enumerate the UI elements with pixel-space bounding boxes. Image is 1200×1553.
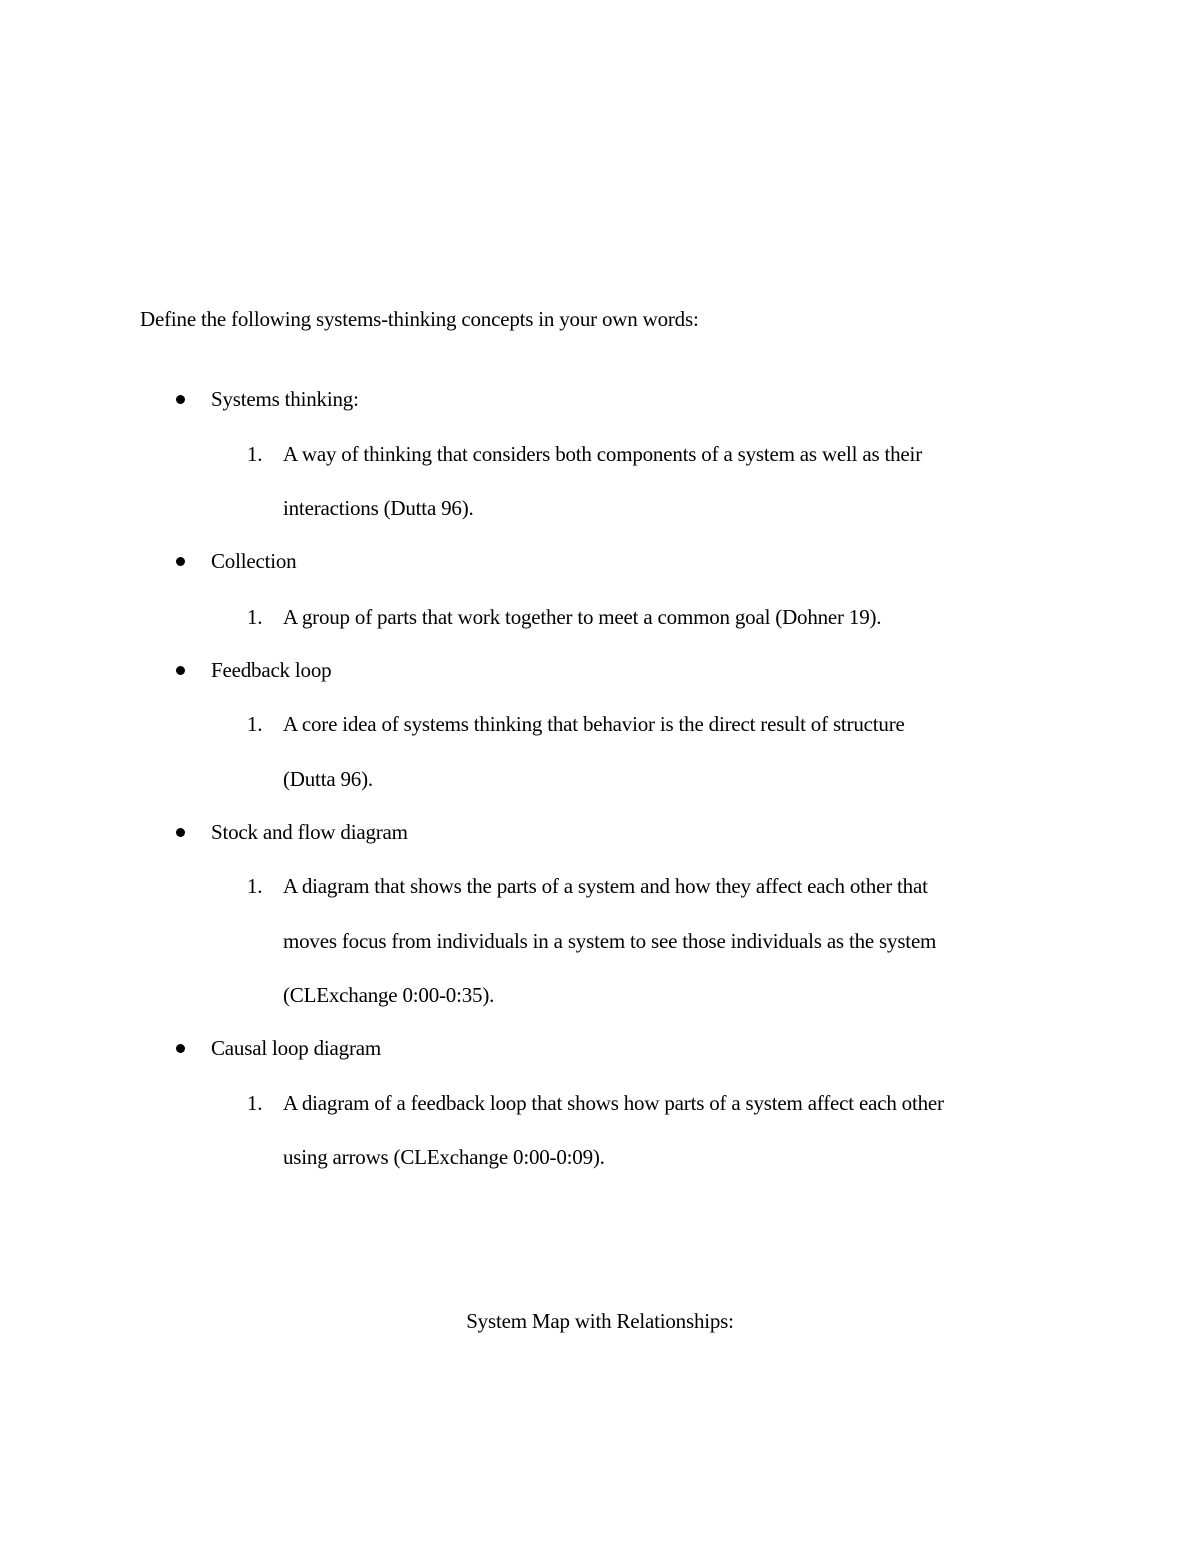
bullet-icon — [176, 666, 185, 675]
bullet-icon — [176, 395, 185, 404]
definition-number: 1. — [247, 874, 263, 898]
term-stock-and-flow: Stock and flow diagram — [211, 820, 408, 844]
definition-number: 1. — [247, 605, 263, 629]
bullet-icon — [176, 828, 185, 837]
definition-line: A way of thinking that considers both components of a system as well as their — [283, 442, 922, 466]
bullet-icon — [176, 1044, 185, 1053]
definition-line: A group of parts that work together to meet a common goal (Dohner 19). — [283, 605, 882, 629]
definition-line: A diagram of a feedback loop that shows how parts of a system affect each other — [283, 1091, 944, 1115]
term-collection: Collection — [211, 549, 297, 573]
term-systems-thinking: Systems thinking: — [211, 387, 359, 411]
definition-number: 1. — [247, 1091, 263, 1115]
definition-line: A core idea of systems thinking that behavior is the direct result of structure — [283, 712, 905, 736]
bullet-icon — [176, 557, 185, 566]
definition-number: 1. — [247, 712, 263, 736]
definition-line: (Dutta 96). — [283, 767, 373, 791]
definition-line: using arrows (CLExchange 0:00-0:09). — [283, 1145, 605, 1169]
term-causal-loop: Causal loop diagram — [211, 1036, 381, 1060]
term-feedback-loop: Feedback loop — [211, 658, 332, 682]
intro-text: Define the following systems-thinking concepts in your own words: — [140, 307, 699, 331]
definition-line: A diagram that shows the parts of a system and how they affect each other that — [283, 874, 928, 898]
section-heading: System Map with Relationships: — [466, 1309, 734, 1333]
definition-number: 1. — [247, 442, 263, 466]
definition-line: interactions (Dutta 96). — [283, 496, 474, 520]
definition-line: (CLExchange 0:00-0:35). — [283, 983, 495, 1007]
definition-line: moves focus from individuals in a system to see those individuals as the system — [283, 929, 937, 953]
